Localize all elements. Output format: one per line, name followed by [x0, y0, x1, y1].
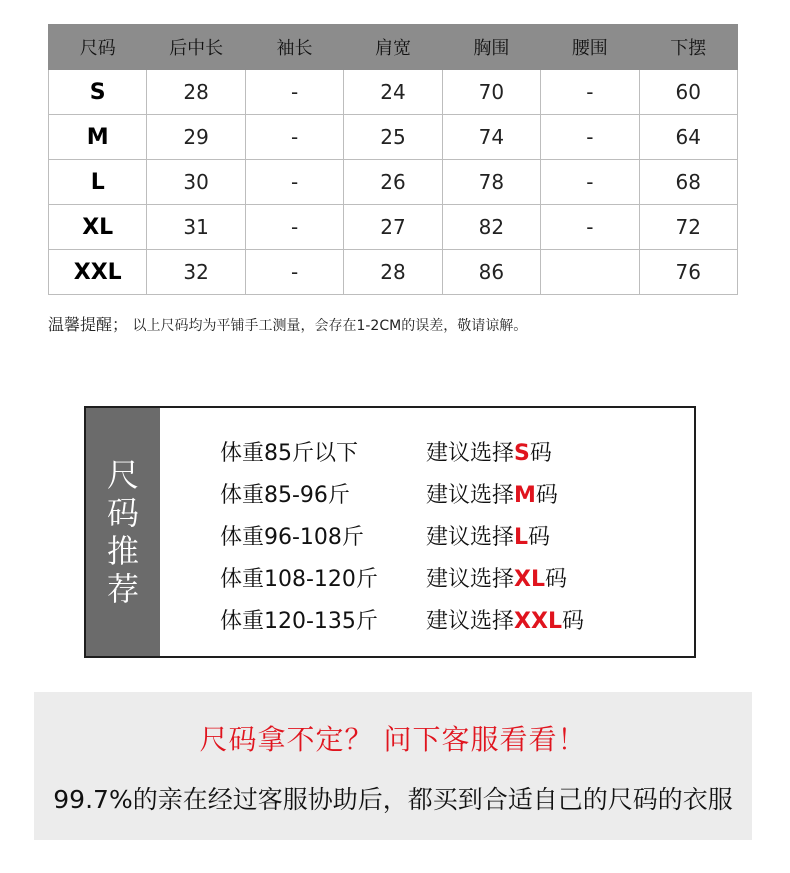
table-cell: 24 — [344, 70, 442, 115]
header-sleeve-length: 袖长 — [245, 25, 343, 70]
customer-service-banner — [34, 692, 752, 840]
table-row — [49, 160, 738, 205]
table-cell: - — [245, 70, 343, 115]
reminder-label: 温馨提醒； — [48, 315, 129, 334]
advice-prefix: 建议选择 — [426, 567, 515, 592]
table-cell: 72 — [639, 205, 737, 250]
advice-suffix: 码 — [561, 609, 584, 634]
recommendation-title: 尺码推荐 — [106, 456, 139, 608]
size-label: L — [49, 160, 147, 205]
recommended-size: XL — [514, 567, 545, 592]
size-advice — [426, 562, 567, 593]
size-advice — [426, 478, 558, 509]
recommended-size: L — [514, 525, 529, 550]
size-label: XXL — [49, 250, 147, 295]
recommendation-row — [220, 562, 568, 593]
advice-suffix: 码 — [535, 483, 558, 508]
table-cell: 82 — [442, 205, 540, 250]
size-label: XL — [49, 205, 147, 250]
table-row — [49, 205, 738, 250]
table-cell: - — [541, 115, 639, 160]
table-cell: 78 — [442, 160, 540, 205]
recommendation-row — [220, 520, 551, 551]
header-chest: 胸围 — [442, 25, 540, 70]
table-row — [49, 70, 738, 115]
size-recommendation-box — [84, 406, 696, 658]
table-cell: 64 — [639, 115, 737, 160]
size-label: M — [49, 115, 147, 160]
advice-prefix: 建议选择 — [426, 441, 515, 466]
table-cell: 60 — [639, 70, 737, 115]
table-row — [49, 115, 738, 160]
table-cell: 30 — [147, 160, 245, 205]
advice-suffix: 码 — [545, 567, 568, 592]
table-cell: 31 — [147, 205, 245, 250]
table-cell: 25 — [344, 115, 442, 160]
table-cell — [541, 250, 639, 295]
table-cell: - — [245, 205, 343, 250]
recommendation-row — [220, 604, 584, 635]
weight-range: 体重96-108斤 — [220, 525, 364, 550]
header-waist: 腰围 — [541, 25, 639, 70]
recommendation-row — [220, 478, 558, 509]
table-cell: 86 — [442, 250, 540, 295]
table-cell: 28 — [147, 70, 245, 115]
weight-range: 体重108-120斤 — [220, 567, 378, 592]
table-cell: 76 — [639, 250, 737, 295]
table-cell: 26 — [344, 160, 442, 205]
advice-prefix: 建议选择 — [426, 609, 515, 634]
table-cell: 74 — [442, 115, 540, 160]
header-hem: 下摆 — [639, 25, 737, 70]
size-chart-header-row — [49, 25, 738, 70]
recommended-size: XXL — [514, 609, 562, 634]
table-cell: 27 — [344, 205, 442, 250]
weight-range: 体重85斤以下 — [220, 441, 358, 466]
table-cell: 29 — [147, 115, 245, 160]
table-cell: 68 — [639, 160, 737, 205]
table-cell: 28 — [344, 250, 442, 295]
table-cell: - — [245, 115, 343, 160]
recommended-size: S — [514, 441, 530, 466]
banner-title: 尺码拿不定？ 问下客服看看！ — [199, 723, 587, 756]
banner-subtitle: 99.7%的亲在经过客服协助后，都买到合适自己的尺码的衣服 — [53, 785, 733, 814]
recommendation-row — [220, 436, 552, 467]
header-shoulder-width: 肩宽 — [344, 25, 442, 70]
recommended-size: M — [514, 483, 536, 508]
size-chart-table — [48, 24, 738, 295]
table-cell: - — [541, 160, 639, 205]
size-advice — [426, 604, 584, 635]
advice-suffix: 码 — [529, 441, 552, 466]
table-cell: - — [541, 70, 639, 115]
table-cell: 32 — [147, 250, 245, 295]
table-cell: - — [245, 250, 343, 295]
advice-suffix: 码 — [528, 525, 551, 550]
size-advice — [426, 520, 550, 551]
table-cell: - — [541, 205, 639, 250]
advice-prefix: 建议选择 — [426, 483, 515, 508]
size-label: S — [49, 70, 147, 115]
size-advice — [426, 436, 552, 467]
header-size: 尺码 — [49, 25, 147, 70]
measurement-reminder — [48, 312, 527, 335]
header-back-length: 后中长 — [147, 25, 245, 70]
table-cell: - — [245, 160, 343, 205]
table-cell: 70 — [442, 70, 540, 115]
recommendation-sidebar — [86, 408, 160, 656]
reminder-text: 以上尺码均为平铺手工测量，会存在1-2CM的误差，敬请谅解。 — [132, 318, 528, 334]
advice-prefix: 建议选择 — [426, 525, 515, 550]
table-row — [49, 250, 738, 295]
weight-range: 体重85-96斤 — [220, 483, 350, 508]
weight-range: 体重120-135斤 — [220, 609, 378, 634]
